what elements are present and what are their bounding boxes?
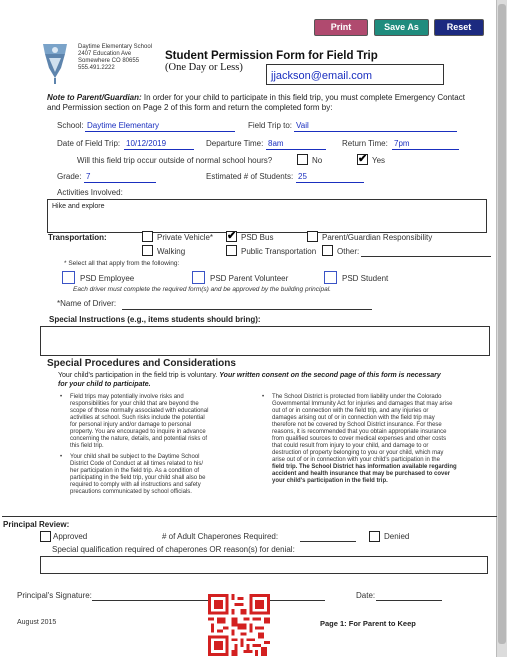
left-bullet-2: Your child shall be subject to the Daytime School District Code of Conduct at all times related to his/ her participation in the field trip. As a condition of participating in the field trip, your child shall also be required to comply with all instructions and safety precautions communicated by school officials. <box>70 454 206 495</box>
save-as-button[interactable]: Save As <box>374 19 429 36</box>
no-checkbox[interactable] <box>297 154 308 165</box>
principal-heading: Principal Review: <box>3 520 70 529</box>
school-value[interactable]: Daytime Elementary <box>87 121 160 130</box>
activities-value: Hike and explore <box>52 203 105 210</box>
qr-code-icon <box>208 594 270 656</box>
reset-form-button[interactable]: Reset Form <box>434 19 484 36</box>
vertical-scrollbar[interactable] <box>497 0 507 657</box>
procedures-heading: Special Procedures and Considerations <box>47 358 236 369</box>
parent-resp-label: Parent/Guardian Responsibility <box>322 233 433 242</box>
special-instructions-field[interactable] <box>40 326 490 356</box>
transportation-label: Transportation: <box>48 233 107 242</box>
grade-value[interactable]: 7 <box>86 172 91 181</box>
procedures-intro: Your child's participation in the field trip is voluntary. Your written consent on the second page of this form is necessary for your child to participate. <box>58 372 441 388</box>
grade-label: Grade: <box>57 172 82 181</box>
denied-label: Denied <box>384 532 410 541</box>
private-vehicle-checkbox[interactable] <box>142 231 153 242</box>
denied-checkbox[interactable] <box>369 531 380 542</box>
chaperones-input-line[interactable] <box>300 541 356 542</box>
form-subtitle: (One Day or Less) <box>165 62 243 73</box>
walking-label: Walking <box>157 247 186 256</box>
date-label: Date of Field Trip: <box>57 139 121 148</box>
psd-bus-checkbox[interactable]: ✔ <box>227 230 237 242</box>
parent-resp-checkbox[interactable] <box>307 231 318 242</box>
activities-field[interactable] <box>47 199 487 233</box>
trip-value[interactable]: Vail <box>296 121 309 130</box>
right-bullet-1: The School District is protected from liability under the Colorado Governmental Immunity Act for injuries and damages that may arise out of or in connection with the field trip, and any injuries or damages arising out of or in connection with the field trip may therefore not be covered by School District insurance. For these reasons, it is recommended that you obtain appropriate insurance from qualified sources to cover medical expenses and other costs that could result from injury to your child, and damage to or destruction of property belonging to you or your child, which may arise out of or in connection with your child's participation in the field trip. The School District has information available regarding accident and health insurance that may be purchased to cover your child's participation in the field trip. <box>272 394 457 484</box>
signature-label: Principal's Signature: <box>17 591 92 600</box>
footer-page: Page 1: For Parent to Keep <box>320 619 416 628</box>
driver-note: Each driver must complete the required form(s) and be approved by the building principal. <box>73 286 331 293</box>
return-value[interactable]: 7pm <box>394 139 410 148</box>
depart-label: Departure Time: <box>206 139 264 148</box>
note-line2: and Permission section on Page 2 of this form and return the completed form by: <box>47 103 333 112</box>
print-button[interactable]: Print <box>314 19 368 36</box>
email-field[interactable] <box>266 64 444 85</box>
approved-label: Approved <box>53 532 88 541</box>
left-bullet-1: Field trips may potentially involve risks and responsibilities for your child that are beyond the scope of those normally associated with educational activities at school. Such risks include the potential for personal injury and/or damage to personal property. You are encouraged to inquire in advance concerning the nature, details, and potential risks of this field trip. <box>70 394 209 449</box>
select-note: * Select all that apply from the following: <box>64 260 180 267</box>
psd-bus-label: PSD Bus <box>241 233 274 242</box>
psd-student-label: PSD Student <box>342 274 389 283</box>
psd-volunteer-label: PSD Parent Volunteer <box>210 274 289 283</box>
school-address2: Somewhere CO 80655 <box>78 58 140 64</box>
footer-date: August 2015 <box>17 619 57 626</box>
other-label: Other: <box>337 247 360 256</box>
psd-volunteer-checkbox[interactable] <box>192 271 205 284</box>
school-logo-icon <box>39 38 71 86</box>
driver-label: *Name of Driver: <box>57 299 117 308</box>
other-input-line[interactable] <box>361 256 491 257</box>
return-label: Return Time: <box>342 139 388 148</box>
yes-label: Yes <box>372 156 386 165</box>
public-transport-label: Public Transportation <box>241 247 317 256</box>
email-value: jjackson@email.com <box>271 70 373 82</box>
form-page: Print Save As Reset Form Daytime Elementary School 2407 Education Ave Somewhere CO 80655 555.491.2222 Student Permission Form for Field Trip (One Day or Less) jjackson@email.com Note to Parent/Guardian: In order for your child to participate in this field trip, you must complete Emergency Contact and Permission section on Page 2 of this form and return the completed form by: School: Daytime Elementary Field Trip to: Vail Date of Field Trip: 10/12/2019 Departure Time: 8am Return Time: 7pm Will this field trip occur outside of normal school hours? No ✔ Yes Grade: 7 Estimated # of Students: 25 Activities Involved: Hike and explore Transportation: Private Vehicle* ✔ PSD Bus Parent/Guardian Responsibility Walking Public Transportation Other: * Select all that apply from the following: PSD Employee PSD Parent Volunteer PSD Student Each driver must complete the required form(s) and be approved by the building principal. *Name of Driver: Special Instructions (e.g., items students should bring): Special Procedures and Considerations Your child's participation in the field trip is voluntary. Your written consent on the second page of this form is necessary for your child to participate. • Field trips may potentially involve risks and responsibilities for your child that are beyond the scope of those normally associated with educational activities at school. Such risks include the potential for personal injury and/or damage to personal property. You are encouraged to inquire in advance concerning the nature, details, and potential risks of this field trip. • Your child shall be subject to the Daytime School District Code of Conduct at all times related to his/ her participation in the field trip. As a condition of participating in the field trip, your child shall also be required to comply with all instructions and safety precautions communicated by school officials. • The School District is protected from liability under the Colorado Governmental Immunity Act for injuries and damages that may arise out of or in connection with the field trip, and any injuries or damages arising out of or in connection with the field trip may therefore not be covered by School District insurance. For these reasons, it is recommended that you obtain appropriate insurance from qualified sources to cover medical expenses and other costs that could result from injury to your child, and damage to or destruction of property belonging to you or your child, which may arise out of or in connection with your child's participation in the field trip. The School District has information available regarding accident and health insurance that may be purchased to cover your child's participation in the field trip. Principal Review: Approved # of Adult Chaperones Required: Denied Special qualification required of chaperones OR reason(s) for denial: Principal's Signature: Date: August 2015 Page 1: For Parent to Keep <box>0 0 497 657</box>
psd-student-checkbox[interactable] <box>324 271 337 284</box>
public-transport-checkbox[interactable] <box>226 245 237 256</box>
chaperones-label: # of Adult Chaperones Required: <box>162 532 279 541</box>
school-address1: 2407 Education Ave <box>78 51 132 57</box>
form-title: Student Permission Form for Field Trip <box>165 50 378 62</box>
yes-checkbox[interactable]: ✔ <box>358 153 368 165</box>
activities-label: Activities Involved: <box>57 188 123 197</box>
qualification-label: Special qualification required of chaperones OR reason(s) for denial: <box>52 545 295 554</box>
psd-employee-checkbox[interactable] <box>62 271 75 284</box>
date-value[interactable]: 10/12/2019 <box>126 139 167 148</box>
approved-checkbox[interactable] <box>40 531 51 542</box>
special-instructions-label: Special Instructions (e.g., items students should bring): <box>49 315 261 324</box>
driver-input-line[interactable] <box>122 309 372 310</box>
private-vehicle-label: Private Vehicle* <box>157 233 214 242</box>
walking-checkbox[interactable] <box>142 245 153 256</box>
trip-label: Field Trip to: <box>248 121 293 130</box>
parent-note <box>47 93 465 113</box>
qualification-field[interactable] <box>40 556 488 574</box>
students-label: Estimated # of Students: <box>206 172 294 181</box>
date-sig-label: Date: <box>356 591 376 600</box>
depart-value[interactable]: 8am <box>268 139 284 148</box>
other-checkbox[interactable] <box>322 245 333 256</box>
note-line1: In order for your child to participate in this field trip, you must complete Emergency Contact <box>141 93 465 102</box>
no-label: No <box>312 156 323 165</box>
school-label: School: <box>57 121 84 130</box>
psd-employee-label: PSD Employee <box>80 274 135 283</box>
outside-hours-label: Will this field trip occur outside of normal school hours? <box>77 156 273 165</box>
school-name: Daytime Elementary School <box>78 44 153 50</box>
note-label: Note to Parent/Guardian: <box>47 93 142 102</box>
school-phone: 555.491.2222 <box>78 65 115 71</box>
scrollbar-thumb[interactable] <box>498 4 506 644</box>
students-value[interactable]: 25 <box>298 172 307 181</box>
